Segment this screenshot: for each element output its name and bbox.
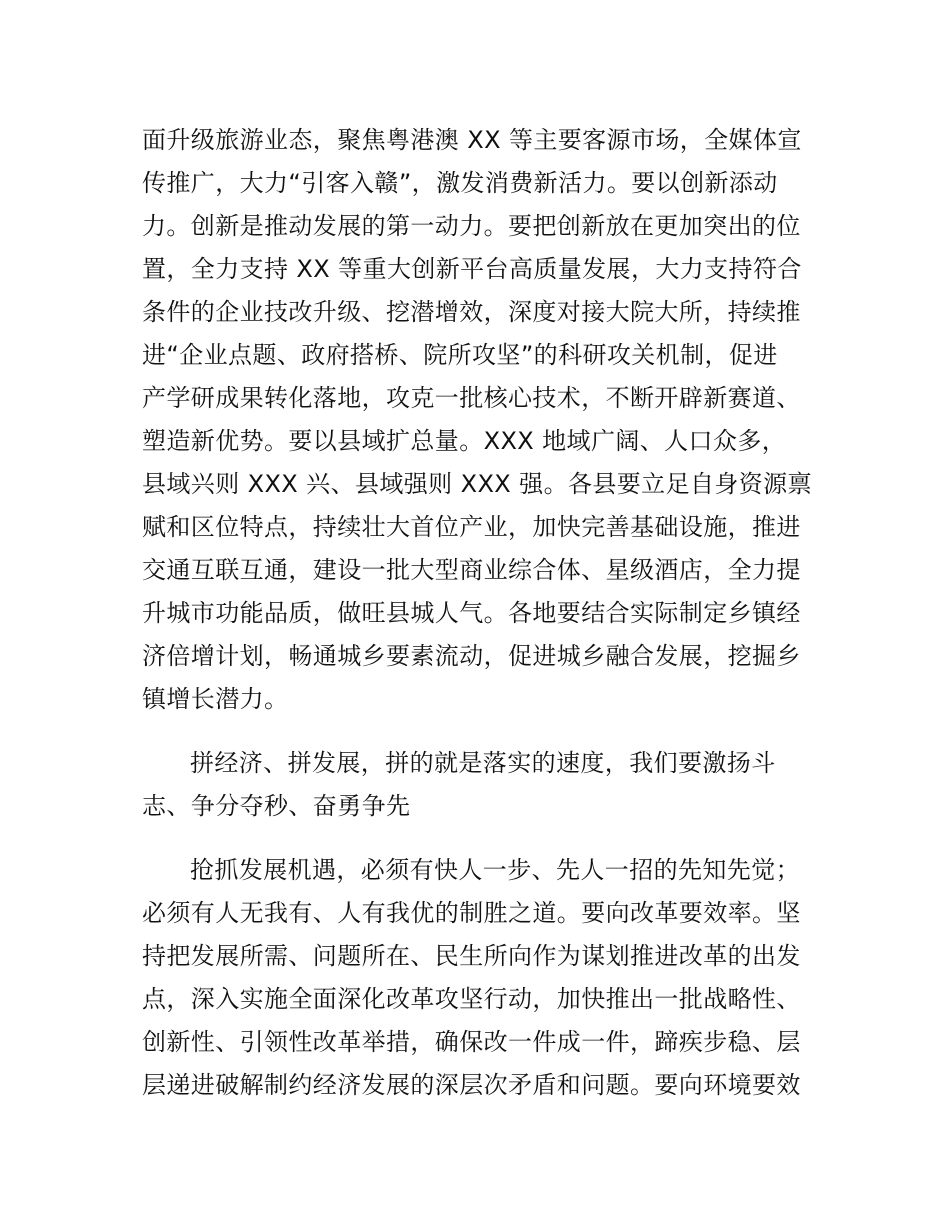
text-line: 置，全力支持 XX 等重大创新平台高质量发展，大力支持符合 bbox=[142, 255, 802, 283]
text-line: 赋和区位特点，持续壮大首位产业，加快完善基础设施，推进 bbox=[142, 513, 801, 541]
text-line: 力。创新是推动发展的第一动力。要把创新放在更加突出的位 bbox=[142, 212, 801, 240]
text-line: 镇增长潜力。 bbox=[142, 685, 289, 713]
text-line: 必须有人无我有、人有我优的制胜之道。要向改革要效率。坚 bbox=[142, 899, 801, 927]
text-line: 层递进破解制约经济发展的深层次矛盾和问题。要向环境要效 bbox=[142, 1071, 801, 1099]
text-line: 创新性、引领性改革举措，确保改一件成一件，蹄疾步稳、层 bbox=[142, 1028, 801, 1056]
text-line: 点，深入实施全面深化改革攻坚行动，加快推出一批战略性、 bbox=[142, 985, 801, 1013]
text-line: 条件的企业技改升级、挖潜增效，深度对接大院大所，持续推 bbox=[142, 298, 801, 326]
text-line: 济倍增计划，畅通城乡要素流动，促进城乡融合发展，挖掘乡 bbox=[142, 642, 801, 670]
text-line: 进“企业点题、政府搭桥、院所攻坚”的科研攻关机制，促进 bbox=[142, 341, 778, 369]
text-line: 传推广，大力“引客入赣”，激发消费新活力。要以创新添动 bbox=[142, 169, 778, 197]
text-line: 面升级旅游业态，聚焦粤港澳 XX 等主要客源市场，全媒体宣 bbox=[142, 126, 802, 154]
text-line: 县域兴则 XXX 兴、县域强则 XXX 强。各县要立足自身资源禀 bbox=[142, 470, 812, 498]
text-line: 交通互联互通，建设一批大型商业综合体、星级酒店，全力提 bbox=[142, 556, 801, 584]
text-line: 升城市功能品质，做旺县城人气。各地要结合实际制定乡镇经 bbox=[142, 599, 801, 627]
text-line: 持把发展所需、问题所在、民生所向作为谋划推进改革的出发 bbox=[142, 942, 801, 970]
text-line: 志、争分夺秒、奋勇争先 bbox=[142, 792, 411, 820]
text-line: 拼经济、拼发展，拼的就是落实的速度，我们要激扬斗 bbox=[190, 749, 776, 777]
text-line: 塑造新优势。要以县域扩总量。XXX 地域广阔、人口众多， bbox=[142, 427, 787, 455]
text-line: 抢抓发展机遇，必须有快人一步、先人一招的先知先觉； bbox=[190, 856, 800, 884]
text-line: 产学研成果转化落地，攻克一批核心技术，不断开辟新赛道、 bbox=[142, 384, 801, 412]
